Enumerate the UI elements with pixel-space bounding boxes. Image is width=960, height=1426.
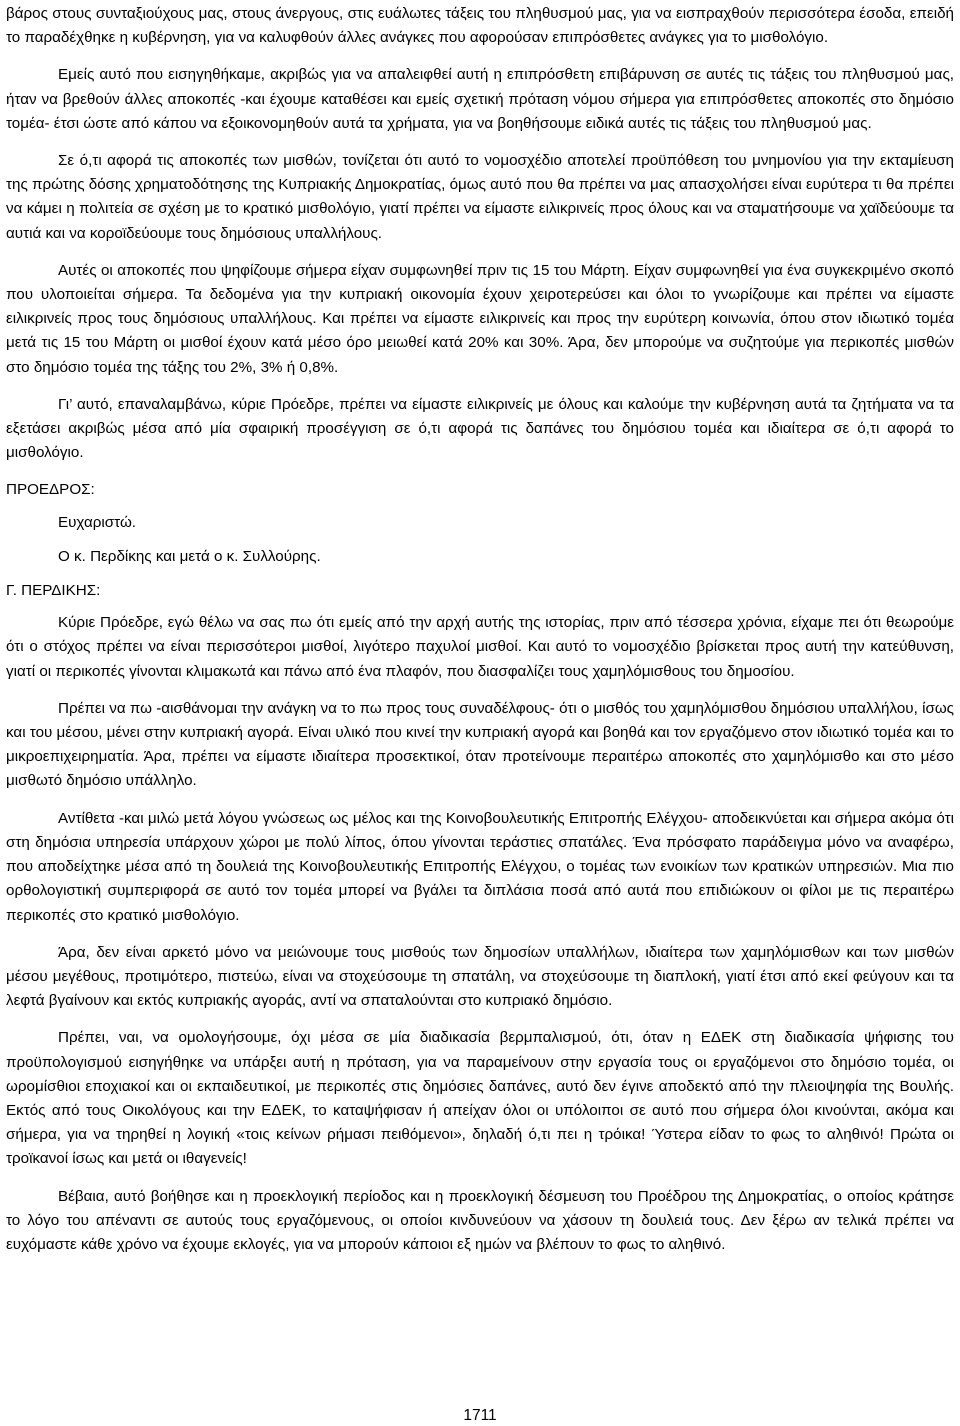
speech-perdikis (6, 579, 954, 1257)
paragraph: Γι’ αυτό, επαναλαμβάνω, κύριε Πρόεδρε, πρέπει να είμαστε ειλικρινείς με όλους και καλούμε την κυβέρνηση αυτά τα ζητήματα να τα εξετάσει ακριβώς μέσα από μία σφαιρική προσέγγιση σε ό,τι αφορά τις δαπάνες του δημόσιου τομέα και ιδιαίτερα σε ό,τι αφορά το μισθολόγιο. (6, 395, 954, 462)
paragraph-continuation: βάρος στους συνταξιούχους μας, στους άνεργους, στις ευάλωτες τάξεις του πληθυσμού μας, για να εισπραχθούν περισσότερα έσοδα, επειδή το παραδέχθηκε η κυβέρνηση, για να καλυφθούν άλλες ανάγκες που αφορούσαν επιπρόσθετες ανάγκες για το μισθολόγιο. (6, 5, 954, 47)
page-number: 1711 (463, 1407, 497, 1424)
paragraph: Αυτές οι αποκοπές που ψηφίζουμε σήμερα είχαν συμφωνηθεί πριν τις 15 του Μάρτη. Είχαν συμφωνηθεί για ένα συγκεκριμένο σκοπό που υλοποιείται σήμερα. Τα δεδομένα για την κυπριακή οικονομία έχουν χειροτερεύσει και όλοι το γνωρίζουμε και πρέπει να είμαστε ειλικρινείς προς τους δημόσιους υπαλλήλους. Και πρέπει να είμαστε ειλικρινείς και προς την ευρύτερη κοινωνία, όπου στον ιδιωτικό τομέα μετά τις 15 του Μάρτη οι μισθοί έχουν κατά μέσο όρο μειωθεί κατά 20% και 30%. Άρα, δεν μπορούμε να συζητούμε για περικοπές μισθών στο δημόσιο τομέα της τάξης του 2%, 3% ή 0,8%. (6, 261, 954, 376)
paragraph: Πρέπει, ναι, να ομολογήσουμε, όχι μέσα σε μία διαδικασία βερμπαλισμού, ότι, όταν η ΕΔΕΚ στη διαδικασία ψήφισης του προϋπολογισμού εισηγήθηκε να υπάρξει αυτή η πρόταση, για να παραμείνουν στην εργασία τους οι εργαζόμενοι στο δημόσιο τομέα, οι ωρομίσθιοι εποχιακοί και οι εκπαιδευτικοί, με περικοπές στις δημόσιες δαπάνες, αυτό δεν έγινε αποδεκτό από την πλειοψηφία της Βουλής. Εκτός από τους Οικολόγους και την ΕΔΕΚ, το καταψήφισαν ή απείχαν όλοι οι υπόλοιποι σε αυτό που σήμερα όλοι κινούνται, ακόμα και σήμερα, για να τηρηθεί η λογική «τοις κείνων ρήμασι πειθόμενοι», δηλαδή ό,τι πει η τρόικα! Ύστερα είδαν το φως το αληθινό! Πρώτα οι τροϊκανοί ίσως και μετά οι ιθαγενείς! (6, 1029, 954, 1168)
paragraph: Σε ό,τι αφορά τις αποκοπές των μισθών, τονίζεται ότι αυτό το νομοσχέδιο αποτελεί προϋπόθεση του μνημονίου για την εκταμίευση της πρώτης δόσης χρηματοδότησης της Κυπριακής Δημοκρατίας, όμως αυτό που θα πρέπει να μας απασχολήσει είναι ευρύτερα τι θα πρέπει να κάμει η πολιτεία σε σχέση με το κρατικό μισθολόγιο, γιατί πρέπει να είμαστε ειλικρινείς προς όλους και να σταματήσουμε να χαϊδεύουμε τα αυτιά και να κοροϊδεύουμε τους δημόσιους υπαλλήλους. (6, 152, 954, 242)
speaker-label-president: ΠΡΟΕΔΡΟΣ: (6, 481, 95, 499)
paragraph: Άρα, δεν είναι αρκετό μόνο να μειώνουμε τους μισθούς των δημοσίων υπαλλήλων, ιδιαίτερα των χαμηλόμισθων και των μισθών μέσου μεγέθους, προτιμότερο, πιστεύω, είναι να στοχεύσουμε τη σπατάλη, να στοχεύσουμε τη διαπλοκή, γιατί έτσι από εκεί φεύγουν και τα λεφτά βγαίνουν και εκτός κυπριακής αγοράς, αντί να σπαταλούνται στο κυπριακό δημόσιο. (6, 943, 954, 1010)
speech-president (6, 478, 954, 569)
paragraph: Εμείς αυτό που εισηγηθήκαμε, ακριβώς για να απαλειφθεί αυτή η επιπρόσθετη επιβάρυνση σε αυτές τις τάξεις του πληθυσμού μας, ήταν να βρεθούν άλλες αποκοπές -και έχουμε καταθέσει και εμείς σχετική πρόταση νόμου σήμερα για επιπρόσθετες αποκοπές στο δημόσιο τομέα- έτσι ώστε από κάπου να εξοικονομηθούν αυτά τα χρήματα, για να βοηθήσουμε ειδικά αυτές τις τάξεις του πληθυσμού μας. (6, 66, 954, 132)
speaker-label-perdikis: Γ. ΠΕΡΔΙΚΗΣ: (6, 582, 101, 600)
paragraph: Βέβαια, αυτό βοήθησε και η προεκλογική περίοδος και η προεκλογική δέσμευση του Προέδρου της Δημοκρατίας, ο οποίος κράτησε το λόγο του απέναντι σε αυτούς τους εργαζόμενους, οι οποίοι κινδυνεύουν να χάσουν τη δουλειά τους. Δεν ξέρω αν τελικά πρέπει να ευχόμαστε κάθε χρόνο να έχουμε εκλογές, για να μπορούν κάποιοι εξ ημών να βλέπουν το φως το αληθινό. (6, 1187, 954, 1253)
speech-line: Ο κ. Περδίκης και μετά ο κ. Συλλούρης. (58, 547, 321, 565)
paragraph: Αντίθετα -και μιλώ μετά λόγου γνώσεως ως μέλος και της Κοινοβουλευτικής Επιτροπής Ελέγχου- αποδεικνύεται και σήμερα ακόμα ότι στη δημόσια υπηρεσία υπάρχουν χώροι με πολύ λίπος, όπου γίνονται τεράστιες σπατάλες. Ένα πρόσφατο παράδειγμα μόνο να αναφέρω, που αποδείχτηκε μέσα από τη δουλειά της Κοινοβουλευτικής Επιτροπής Ελέγχου, ο τομέας των ενοικίων των κρατικών υπηρεσιών. Μια πιο ορθολογιστική συμπεριφορά σε αυτό τον τομέα μπορεί να βγάλει τα διπλάσια ποσά από αυτά που επιδιώκουν οι φίλοι με τις περαιτέρω περικοπές στο κρατικό μισθολόγιο. (6, 809, 954, 924)
paragraph: Πρέπει να πω -αισθάνομαι την ανάγκη να το πω προς τους συναδέλφους- ότι ο μισθός του χαμηλόμισθου δημόσιου υπαλλήλου, ίσως και του μέσου, μένει στην κυπριακή αγορά. Είναι υλικό που κινεί την κυπριακή αγορά και βοηθά και τον εργαζόμενο στον ιδιωτικό τομέα και το μικροεπιχειρηματία. Άρα, πρέπει να είμαστε ιδιαίτερα προσεκτικοί, όταν προτείνουμε περαιτέρω αποκοπές στο χαμηλόμισθο και στο μέσο μισθωτό δημόσιο υπάλληλο. (6, 699, 954, 790)
speech-line: Ευχαριστώ. (58, 513, 137, 531)
paragraph: Κύριε Πρόεδρε, εγώ θέλω να σας πω ότι εμείς από την αρχή αυτής της ιστορίας, πριν από τέσσερα χρόνια, είχαμε πει ότι θεωρούμε ότι ο στόχος πρέπει να είναι περισσότεροι μισθοί, λιγότερο παχυλοί μισθοί. Και αυτό το νομοσχέδιο βρίσκεται προς αυτή την κατεύθυνση, γιατί οι περικοπές γίνονται κλιμακωτά και πάνω από ένα πλαφόν, που διασφαλίζει τους χαμηλόμισθους του δημοσίου. (6, 614, 954, 680)
